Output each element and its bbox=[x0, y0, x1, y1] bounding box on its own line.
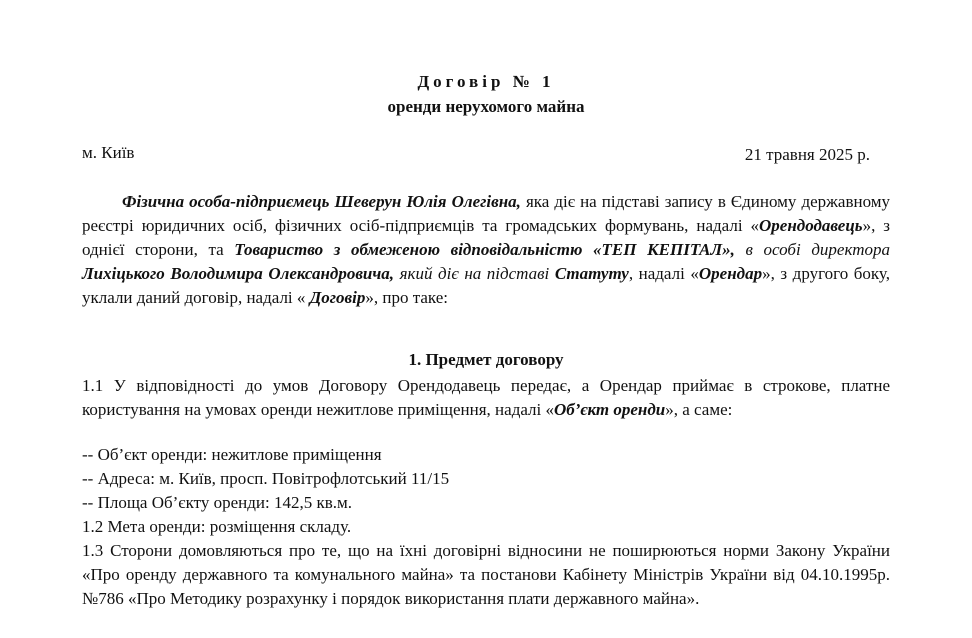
contract-city: м. Київ bbox=[82, 143, 135, 162]
preamble-paragraph bbox=[82, 190, 890, 310]
lessor-name: Фізична особа-підприємець Шеверун Юлія Олегівна, bbox=[122, 192, 521, 211]
preamble-text-5: , надалі « bbox=[628, 264, 699, 283]
clause-1-1-text-b: », а саме: bbox=[665, 400, 733, 419]
preamble-text-4: який діє на підставі bbox=[394, 264, 555, 283]
preamble-text-7: », про таке: bbox=[365, 288, 449, 307]
preamble-text-3: в особі директора bbox=[734, 240, 890, 259]
lessor-term: Орендодавець bbox=[759, 216, 863, 235]
contract-term: Договір bbox=[309, 288, 366, 307]
contract-date: 21 травня 2025 р. bbox=[744, 145, 870, 164]
lessee-term: Орендар bbox=[698, 264, 763, 283]
director-name: Лихіцького Володимира Олександровича, bbox=[82, 264, 395, 283]
clause-1-1-text-a: 1.1 У відповідності до умов Договору Орендодавець передає, а Орендар приймає в строкове, платне користування на умовах оренди нежитлове приміщення, надалі « bbox=[82, 376, 890, 419]
clause-1-3: 1.3 Сторони домовляються про те, що на їхні договірні відносини не поширюються норми Закону України «Про оренду державного та комунального майна» та постанови Кабінету Міністрів України від 04.10.1995р. №786 «Про Методику розрахунку і порядок використання плати державного майна». bbox=[82, 541, 890, 608]
document-subtitle: оренди нерухомого майна bbox=[387, 97, 585, 116]
statute-term: Статуту bbox=[554, 264, 629, 283]
lease-object-term: Об’єкт оренди bbox=[554, 400, 666, 419]
preamble-text-1: яка діє на підставі запису в Єдиному державному реєстрі юридичних осіб, фізичних осіб-підприємців та громадських формувань, надалі « bbox=[82, 192, 890, 235]
clause-1-2: 1.2 Мета оренди: розміщення складу. bbox=[82, 517, 352, 536]
list-item-object: -- Об’єкт оренди: нежитлове приміщення bbox=[82, 445, 382, 464]
lessee-name: Товариство з обмеженою відповідальністю «ТЕП КЕПІТАЛ», bbox=[234, 240, 735, 259]
clause-1-1 bbox=[82, 374, 890, 422]
preamble-text-2: », з однієї сторони, та bbox=[82, 216, 890, 259]
section-1-heading: 1. Предмет договору bbox=[408, 350, 564, 369]
document-title: Договір № 1 bbox=[417, 72, 555, 91]
list-item-area: -- Площа Об’єкту оренди: 142,5 кв.м. bbox=[82, 493, 352, 512]
preamble-text-6: », з другого боку, уклали даний договір, надалі « bbox=[82, 264, 890, 307]
list-item-address: -- Адреса: м. Київ, просп. Повітрофлотський 11/15 bbox=[82, 469, 450, 488]
